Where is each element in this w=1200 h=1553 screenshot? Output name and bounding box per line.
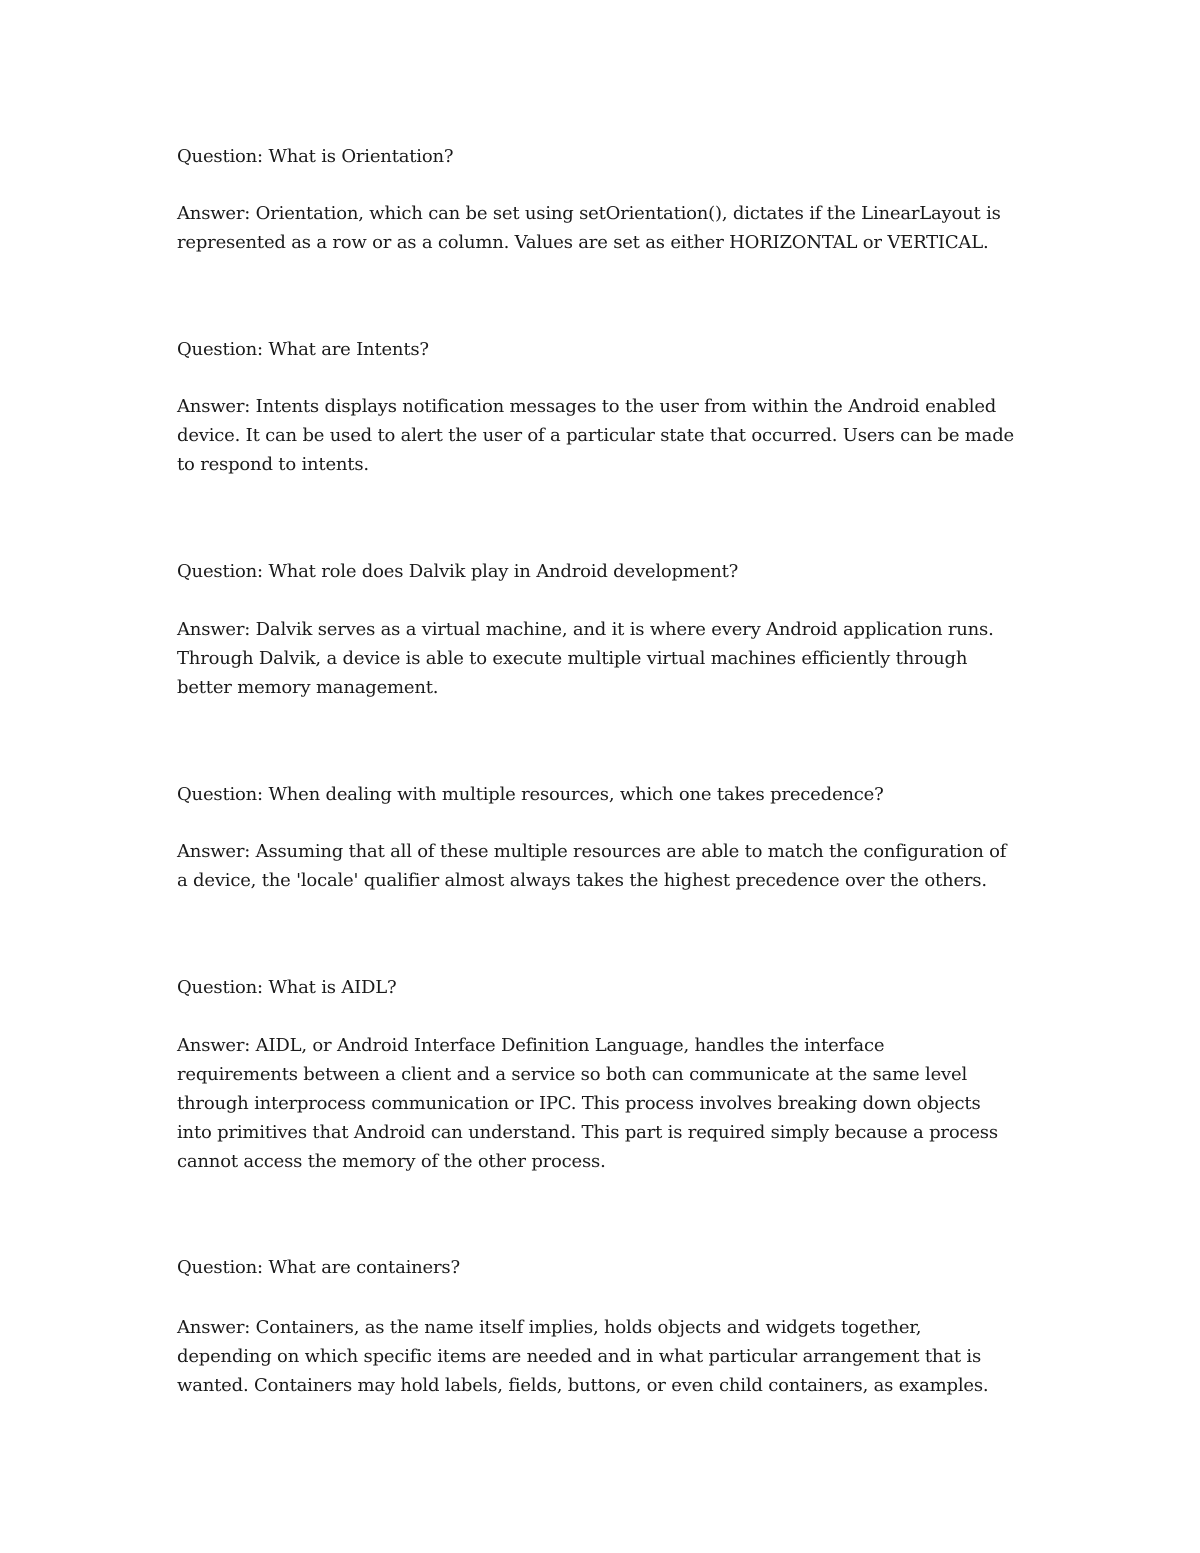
answer-intents: Answer: Intents displays notification messages to the user from within the Android enabled device. It can be used to alert the user of a particular state that occurred. Users can be made to respond to intents. (177, 396, 1014, 475)
question-containers: Question: What are containers? (177, 1257, 460, 1278)
answer-containers: Answer: Containers, as the name itself implies, holds objects and widgets together, depending on which specific items are needed and in what particular arrangement that is wanted. Containers may hold labels, fields, buttons, or even child containers, as examples. (177, 1317, 989, 1396)
question-resources-precedence: Question: When dealing with multiple resources, which one takes precedence? (177, 784, 884, 805)
answer-resources-precedence: Answer: Assuming that all of these multiple resources are able to match the configuration of a device, the 'locale' qualifier almost always takes the highest precedence over the others. (177, 841, 1007, 891)
question-aidl: Question: What is AIDL? (177, 977, 397, 998)
question-orientation: Question: What is Orientation? (177, 146, 454, 167)
answer-aidl: Answer: AIDL, or Android Interface Definition Language, handles the interface requirements between a client and a service so both can communicate at the same level through interprocess communication or IPC. This process involves breaking down objects into primitives that Android can understand. This part is required simply because a process cannot access the memory of the other process. (177, 1035, 998, 1172)
question-dalvik: Question: What role does Dalvik play in Android development? (177, 561, 739, 582)
answer-orientation: Answer: Orientation, which can be set using setOrientation(), dictates if the LinearLayout is represented as a row or as a column. Values are set as either HORIZONTAL or VERTICAL. (177, 203, 1001, 253)
question-intents: Question: What are Intents? (177, 339, 429, 360)
answer-dalvik: Answer: Dalvik serves as a virtual machine, and it is where every Android application runs. Through Dalvik, a device is able to execute multiple virtual machines efficiently through better memory management. (177, 619, 994, 698)
